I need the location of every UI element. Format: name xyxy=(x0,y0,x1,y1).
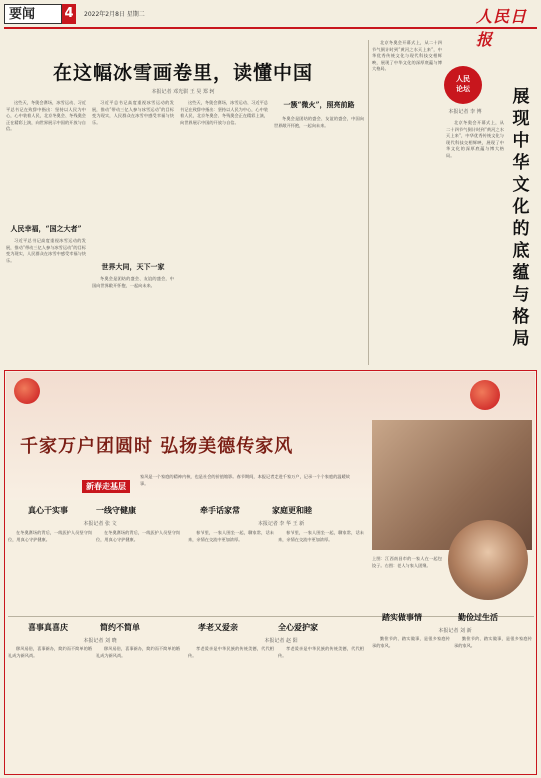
section-label: 要闻 xyxy=(4,4,62,24)
lead-body-col1b: 习近平总书记高度重视冰雪运动的发展，推动“带动三亿人参与冰雪运动”的目标变为现实，人民群众在冰雪中感受幸福与快乐。 xyxy=(6,238,86,263)
lead-headline: 在这幅冰雪画卷里，读懂中国 xyxy=(52,62,313,84)
story-body: 移风易俗，喜事新办，简约而不简单的婚礼成为新风尚。 xyxy=(8,646,92,658)
festive-headline: 千家万户团圆时 弘扬美德传家风 xyxy=(20,436,294,457)
story-subtitle: 一线守健康 xyxy=(96,505,136,515)
commentary-body-b: 北京冬奥会开幕式上，从二十四节气倒计时到“黄河之水天上来”，中华优秀传统文化与现代科技交相辉映，展现了中华文化的深厚底蕴与博大格局。 xyxy=(446,120,504,158)
story-subtitle: 简约不简单 xyxy=(100,622,140,632)
column-divider xyxy=(368,40,369,365)
lantern-icon xyxy=(14,378,40,404)
story-body: 勤俭节约、踏实做事，是很多家庭传承的家风。 xyxy=(454,636,532,648)
newspaper-logo: 人民日报 xyxy=(476,7,528,49)
section-divider xyxy=(8,616,534,617)
lead-subhead-1: 人民幸福，“国之大者” xyxy=(10,224,82,233)
lead-body-col2: 习近平总书记高度重视冰雪运动的发展，推动“带动三亿人参与冰雪运动”的目标变为现实，人民群众在冰雪中感受幸福与快乐。 xyxy=(92,100,174,125)
story-title: 喜事真喜庆 xyxy=(28,622,68,632)
story-byline: 本报记者 刘 晓 xyxy=(83,638,117,644)
story-title: 孝老又爱亲 xyxy=(198,622,238,632)
story-subtitle: 全心爱护家 xyxy=(278,622,318,632)
festive-tag: 新春走基层 xyxy=(82,480,130,493)
lead-body-col3: 这些天，冬奥会赛场，冰雪运动、习近平总书记在致辞中指出：坚持以人民为中心，心中装着人民，北京冬奥会、冬残奥会正在精彩上演，向世界展示中国的开放与自信。 xyxy=(180,100,268,125)
lead-byline: 本报记者 邓光骐 王 昊 郑 轲 xyxy=(151,89,215,95)
commentary-byline: 本报记者 李 博 xyxy=(448,109,482,115)
story-body: 勤俭节约、踏实做事，是很多家庭传承的家风。 xyxy=(372,636,450,648)
lead-subhead-2: 世界大同，天下一家 xyxy=(101,262,165,271)
lead-body-col4: 冬奥会是团结的盛会、友谊的盛会，中国向世界敞开怀抱，一起向未来。 xyxy=(274,116,364,128)
story-body: 移风易俗，喜事新办，简约而不简单的婚礼成为新风尚。 xyxy=(96,646,180,658)
lantern-icon xyxy=(470,380,500,410)
story-byline: 本报记者 赵 阳 xyxy=(264,638,298,644)
story-title: 牵手话家常 xyxy=(200,505,240,515)
page-number: 4 xyxy=(62,4,76,24)
story-byline: 本报记者 刘 新 xyxy=(438,628,472,634)
commentary-badge xyxy=(444,66,482,104)
lead-body-col2b: 冬奥会是团结的盛会、友谊的盛会，中国向世界敞开怀抱，一起向未来。 xyxy=(92,276,174,288)
story-byline: 本报记者 李 华 王 新 xyxy=(257,521,305,527)
story-title: 真心干实事 xyxy=(28,505,68,515)
story-body: 孝老爱亲是中华民族的传统美德，代代相传。 xyxy=(188,646,274,658)
festive-intro: 家风是一个家庭的精神内核，也是社会的价值缩影。春节期间，本报记者走进千家万户，记录一个个家庭的温暖故事。 xyxy=(140,474,350,486)
family-portrait-photo xyxy=(448,520,528,600)
commentary-title: 展现中华文化的底蕴与格局 xyxy=(512,87,530,349)
story-body: 春节里，一家人围坐一起，聊家常，话未来，亲情在交流中更加浓厚。 xyxy=(278,530,364,542)
lead-body-col1: 这些天，冬奥会赛场，冰雪运动、习近平总书记在致辞中指出：坚持以人民为中心，心中装着人民，北京冬奥会、冬残奥会正在精彩上演，向世界展示中国的开放与自信。 xyxy=(6,100,86,132)
story-body: 孝老爱亲是中华民族的传统美德，代代相传。 xyxy=(278,646,364,658)
story-body: 在冬奥赛场的背后，一线医护人员坚守岗位，用真心守护健康。 xyxy=(96,530,180,542)
story-subtitle: 家庭更和睦 xyxy=(272,505,312,515)
badge-line-2: 论坛 xyxy=(456,84,470,93)
story-subtitle: 勤俭过生活 xyxy=(458,612,498,622)
story-title: 踏实做事情 xyxy=(382,612,422,622)
story-body: 春节里，一家人围坐一起，聊家常，话未来，亲情在交流中更加浓厚。 xyxy=(188,530,274,542)
photo-caption: 上图：江西南昌市的一家人在一起包饺子。右图：老人与家人团聚。 xyxy=(372,556,442,568)
header-rule xyxy=(4,27,537,29)
story-body: 在冬奥赛场的背后，一线医护人员坚守岗位，用真心守护健康。 xyxy=(8,530,92,542)
commentary-body-a: 北京冬奥会开幕式上，从二十四节气倒计时到“黄河之水天上来”，中华优秀传统文化与现代科技交相辉映，展现了中华文化的深厚底蕴与博大格局。 xyxy=(372,40,442,72)
issue-date: 2022年2月8日 星期二 xyxy=(84,11,145,18)
story-byline: 本报记者 张 文 xyxy=(83,521,117,527)
badge-line-1: 人民 xyxy=(456,74,470,83)
lead-side-subhead: 一簇“微火”，照亮前路 xyxy=(283,100,355,109)
